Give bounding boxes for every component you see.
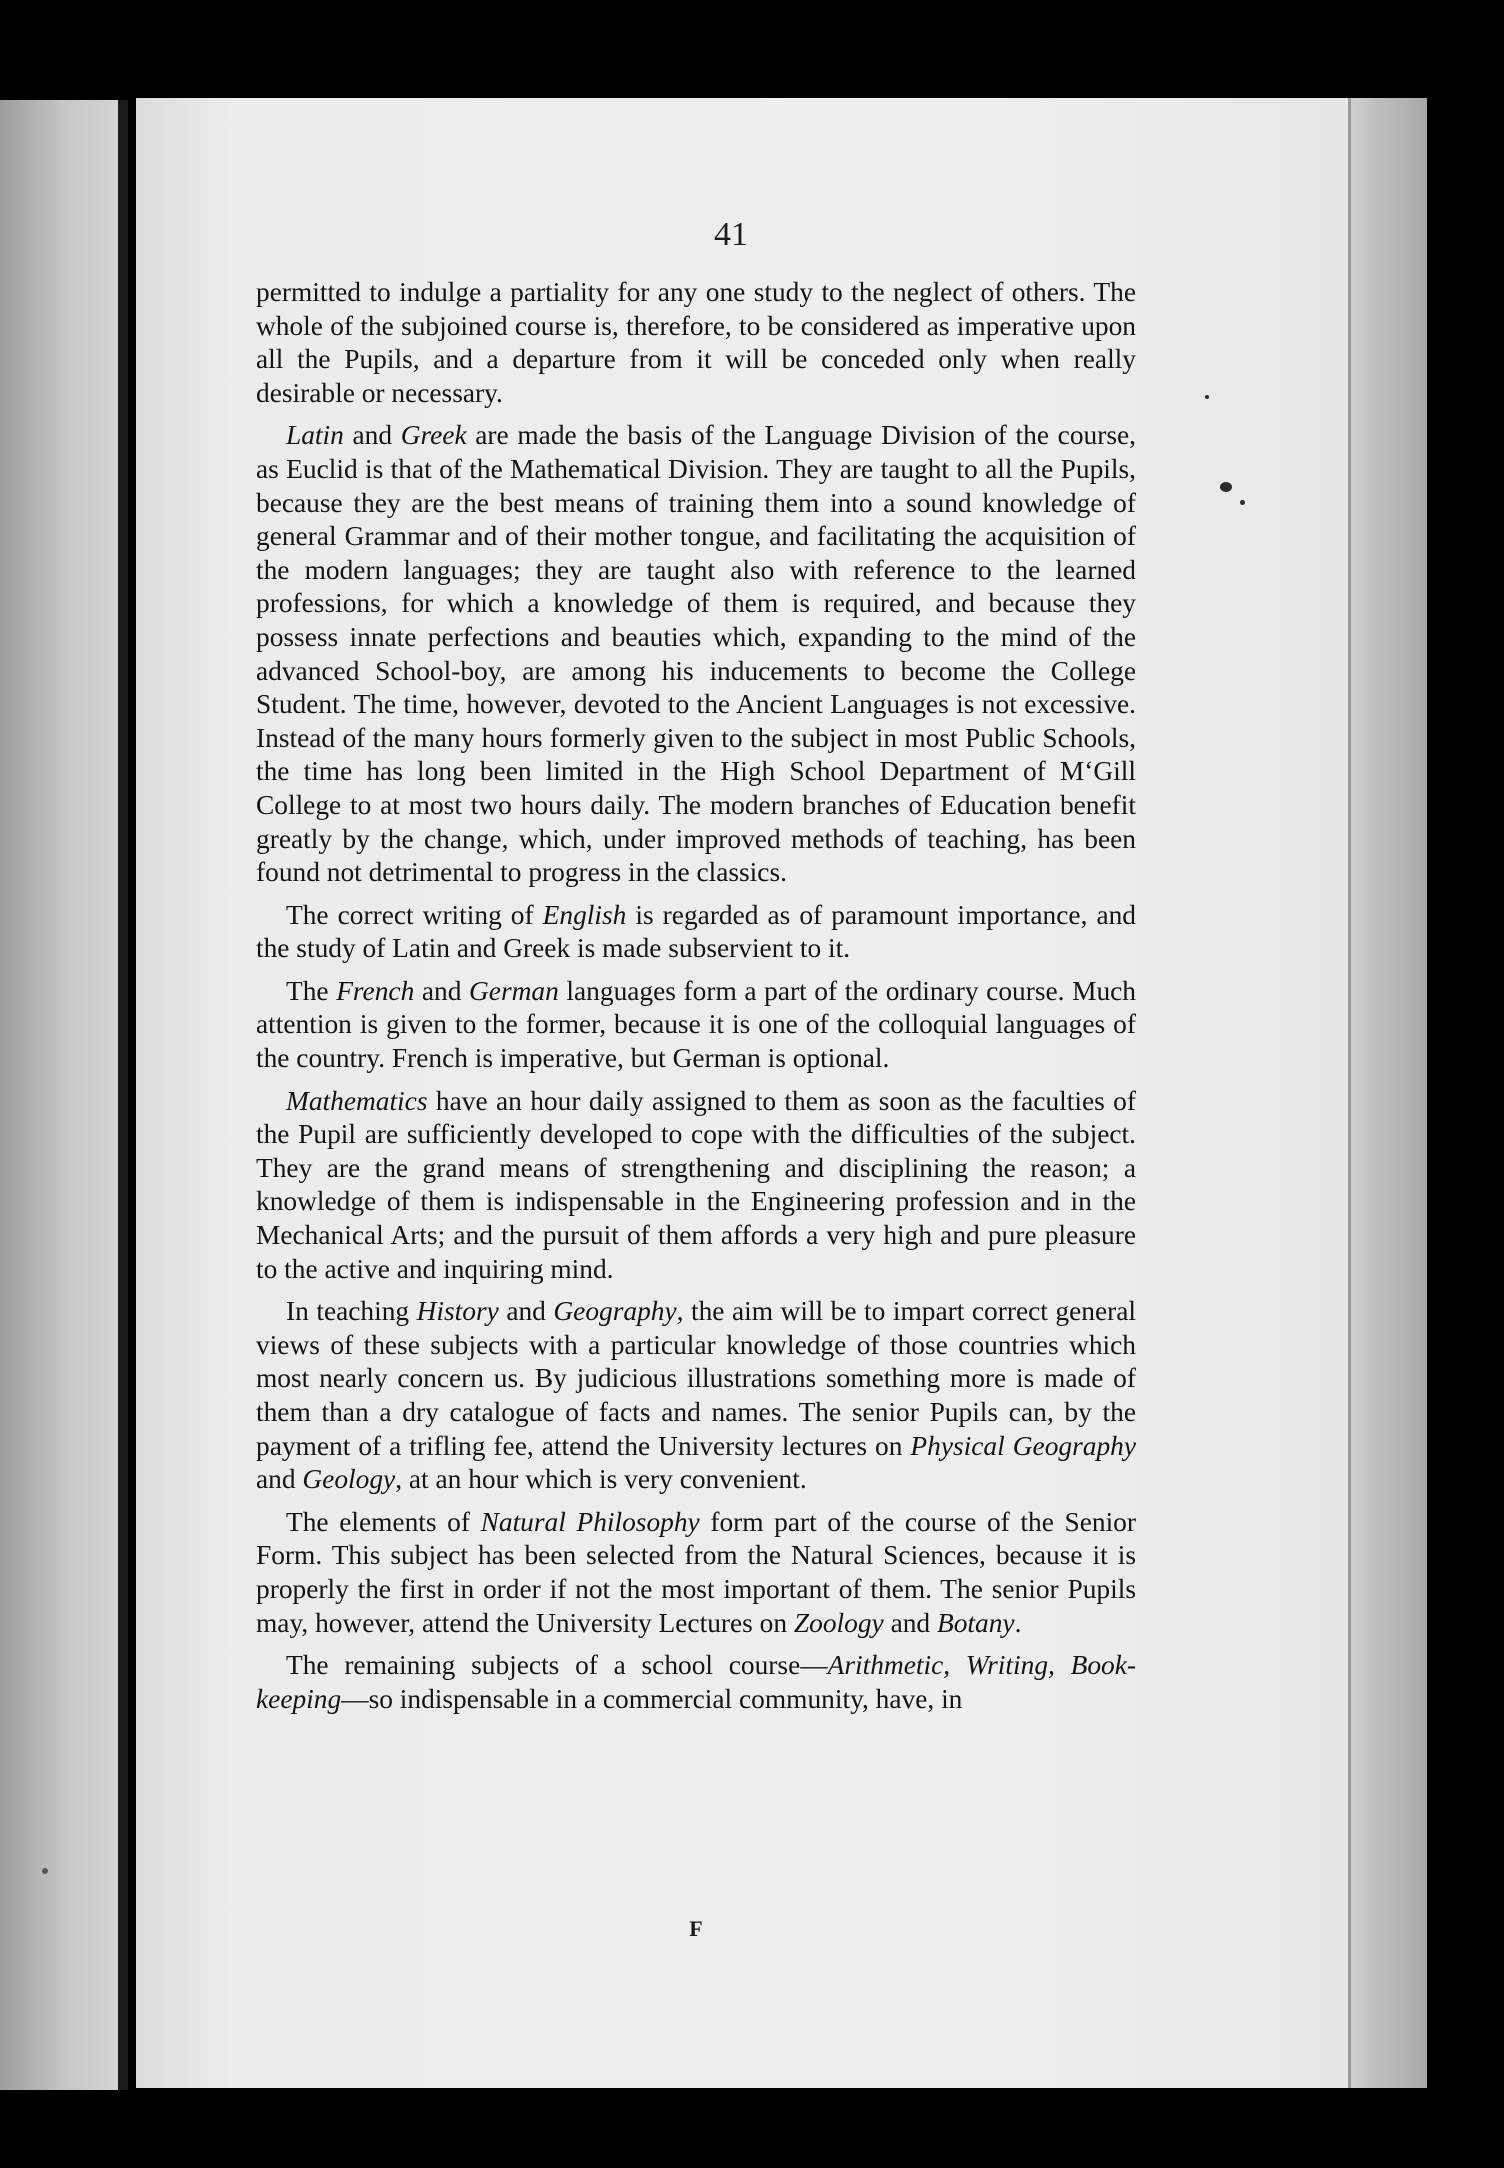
page-stack-edge xyxy=(1348,98,1427,2088)
paragraph-p2 xyxy=(256,419,1136,889)
text-run: . xyxy=(1014,1607,1022,1638)
text-run: , at an hour which is very convenient. xyxy=(395,1464,807,1495)
text-run: form part of the course of the Senior Form. This subject has been selected from the Natural Sciences, because it is properly the first in order if not the most important of them. The senior Pupils may, however, attend the University Lectures on xyxy=(256,1506,1137,1638)
italic-term: French xyxy=(336,975,415,1006)
text-run: The elements of xyxy=(286,1506,481,1537)
paragraph-p8 xyxy=(256,1649,1136,1716)
text-run: In teaching xyxy=(286,1296,417,1327)
italic-term: Geography xyxy=(553,1296,677,1327)
text-run: and xyxy=(343,420,401,451)
signature-mark: F xyxy=(689,1916,703,1941)
italic-term: Natural Philosophy xyxy=(480,1506,700,1537)
text-run: permitted to indulge a partiality for any one study to the neglect of others. The whole of the subjoined course is, therefore, to be considered as imperative upon all the Pupils, and a departure from it will be conceded only when really desirable or necessary. xyxy=(256,277,1136,408)
book-page xyxy=(136,98,1348,2088)
paragraph-p1 xyxy=(256,276,1136,410)
text-run: languages form a part of the ordinary course. Much attention is given to the former, because it is one of the colloquial languages of the country. French is imperative, but German is optional. xyxy=(256,975,1136,1074)
text-run: The remaining subjects of a school course— xyxy=(286,1650,828,1681)
ink-speck xyxy=(42,1868,48,1874)
text-run: The correct writing of xyxy=(286,899,543,930)
text-run: —so indispensable in a commercial community, have, in xyxy=(341,1683,963,1714)
italic-term: Physical Geography xyxy=(910,1430,1136,1461)
text-run: have an hour daily assigned to them as soon as the faculties of the Pupil are sufficiently developed to cope with the difficulties of the subject. They are the grand means of strengthening and disciplining the reason; a knowledge of them is indispensable in the Engineering profession and in the Mechanical Arts; and the pursuit of them affords a very high and pure pleasure to the active and inquiring mind. xyxy=(256,1085,1136,1284)
italic-term: Arithmetic, Writing, Book-keeping xyxy=(256,1650,1136,1714)
italic-term: Latin xyxy=(286,420,344,451)
paragraph-p5 xyxy=(256,1085,1136,1287)
italic-term: Geology xyxy=(302,1464,396,1495)
italic-term: Mathematics xyxy=(286,1085,428,1116)
paragraph-p7 xyxy=(256,1506,1136,1640)
text-run: and xyxy=(256,1464,303,1495)
binding-gutter xyxy=(118,100,128,2090)
italic-term: German xyxy=(469,975,559,1006)
facing-page-edge xyxy=(0,100,128,2090)
paragraph-p4 xyxy=(256,975,1136,1076)
italic-term: History xyxy=(416,1296,499,1327)
text-run: and xyxy=(883,1607,937,1638)
text-run: The xyxy=(286,975,337,1006)
paragraph-p3 xyxy=(256,899,1136,966)
paragraph-p6 xyxy=(256,1295,1136,1497)
italic-term: English xyxy=(542,899,627,930)
ink-speck xyxy=(1205,395,1209,399)
italic-term: Botany xyxy=(936,1607,1015,1638)
text-run: are made the basis of the Language Division of the course, as Euclid is that of the Mathematical Division. They are taught to all the Pupils, because they are the best means of training them into a sound knowledge of general Grammar and of their mother tongue, and facilitating the acquisition of the modern languages; they are taught also with reference to the learned professions, for which a knowledge of them is required, and because they possess innate perfections and beauties which, expanding to the mind of the advanced School-boy, are among his inducements to become the College Student. The time, however, devoted to the Ancient Languages is not excessive. Instead of the many hours formerly given to the subject in most Public Schools, the time has long been limited in the High School Department of M‘Gill College to at most two hours daily. The modern branches of Education benefit greatly by the change, which, under improved methods of teaching, has been found not detrimental to progress in the classics. xyxy=(256,420,1136,888)
ink-speck xyxy=(1240,500,1245,505)
text-run: and xyxy=(498,1296,554,1327)
text-run: is regarded as of paramount importance, and the study of Latin and Greek is made subservient to it. xyxy=(256,899,1136,964)
text-run: and xyxy=(414,975,470,1006)
italic-term: Zoology xyxy=(793,1607,884,1638)
page-body-text xyxy=(256,276,1136,1725)
page-number: 41 xyxy=(714,216,748,253)
italic-term: Greek xyxy=(400,420,467,451)
text-run: , the aim will be to impart correct general views of these subjects with a particular knowledge of those countries which most nearly concern us. By judicious illustrations something more is made of them than a dry catalogue of facts and names. The senior Pupils can, by the payment of a trifling fee, attend the University lectures on xyxy=(256,1296,1136,1461)
ink-speck xyxy=(1220,482,1232,492)
